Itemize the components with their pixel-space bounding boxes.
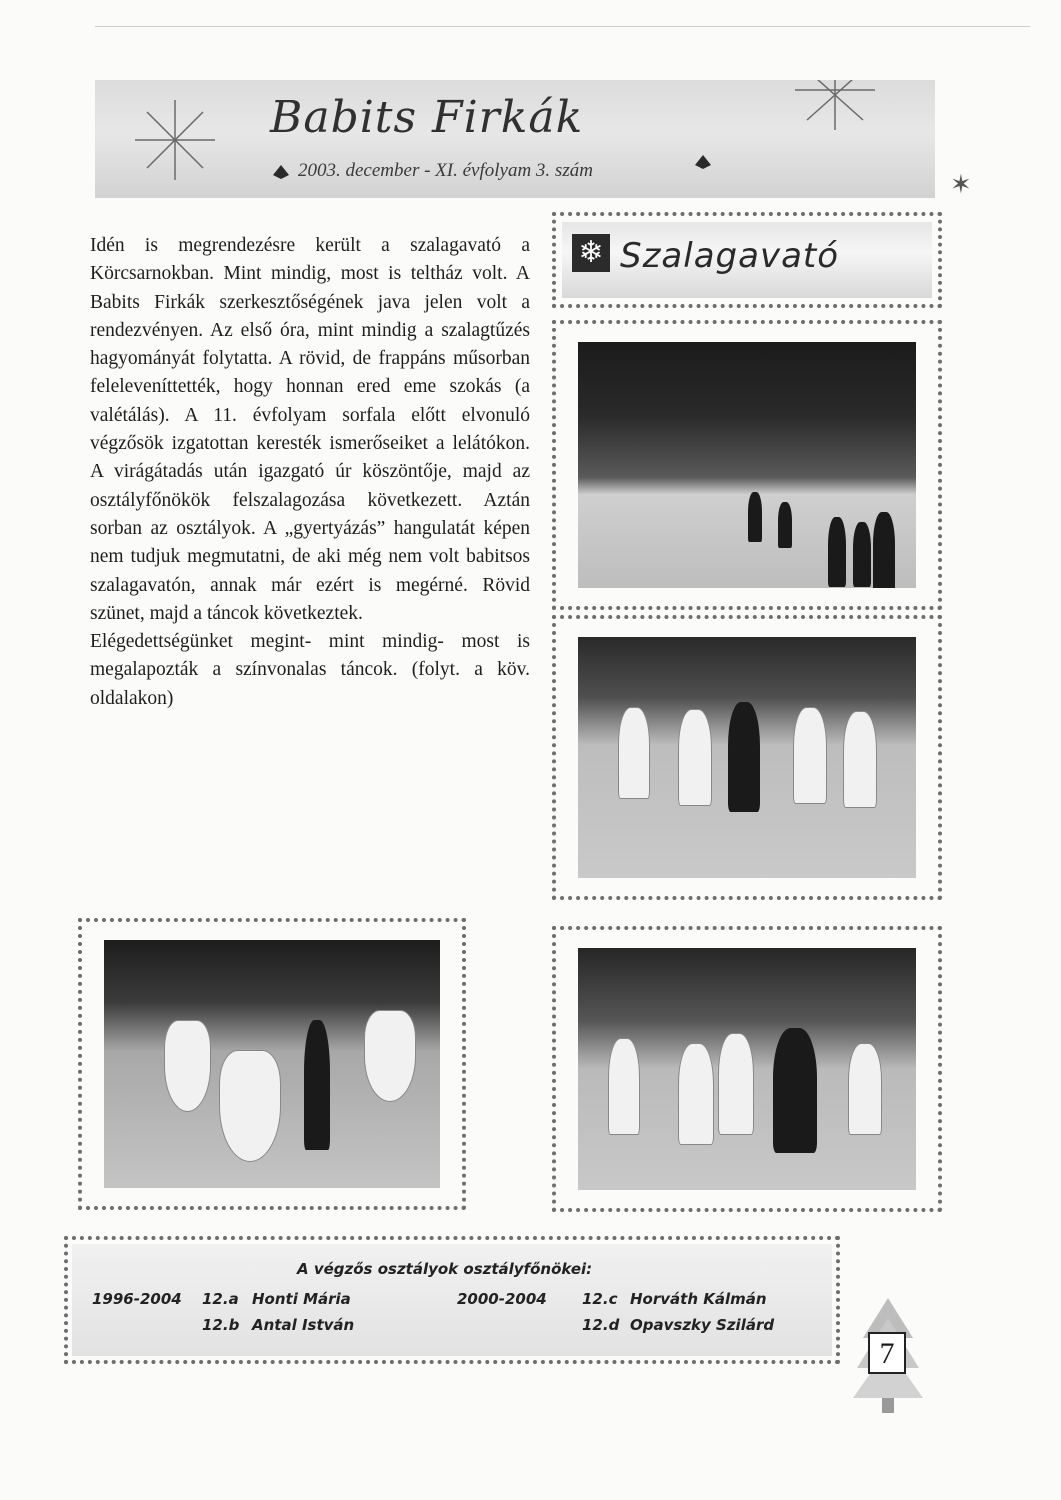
photo-traditional-dance — [104, 940, 440, 1188]
article-paragraph-1: Idén is megrendezésre került a szalagavató a Körcsarnokban. Mint mindig, most is teltház volt. A Babits Firkák szerkesztőségének java jelen volt a rendezvényen. Az első óra, mint mindig a szalagtűzés hagyományát folytatta. A rövid, de frappáns műsorban feleleveníttették, hogy honnan ered eme szokás (a valétálás). A 11. évfolyam sorfala előtt elvonuló végzősök izgatottan keresték ismerőseiket a lelátókon. A virágátadás után igazgató úr köszöntője, majd az osztályfőnökök felszalagozása következett. Aztán sorban az osztályok. A „gyertyázás” hangulatát képen nem tudjuk megmutatni, de aki még nem volt babitsos szalagavatón, annak már ezért is megérné. Rövid szünet, majd a táncok következtek. — [90, 235, 530, 624]
article-body — [90, 232, 530, 713]
year-range-c: 2000-2004 — [457, 1290, 547, 1308]
photo-ceremony-hall — [578, 342, 916, 588]
teacher-b: Antal István — [252, 1316, 355, 1334]
class-b: 12.b — [202, 1316, 240, 1334]
photo-students-lineup — [578, 637, 916, 878]
top-rule — [95, 26, 1030, 27]
class-a: 12.a — [202, 1290, 239, 1308]
newsletter-title: Babits Firkák — [270, 92, 584, 143]
section-title: Szalagavató — [620, 236, 840, 276]
photo-frame-students — [552, 615, 942, 900]
teacher-a: Honti Mária — [252, 1290, 351, 1308]
year-range-a: 1996-2004 — [92, 1290, 182, 1308]
teacher-c: Horváth Kálmán — [630, 1290, 767, 1308]
photo-frame-teachers — [552, 926, 942, 1212]
class-d: 12.d — [582, 1316, 620, 1334]
newsletter-issue: 2003. december - XI. évfolyam 3. szám — [298, 160, 593, 181]
article-paragraph-2: Elégedettségünket megint- mint mindig- most is megalapozták a színvonalas táncok. (folyt. a köv. oldalakon) — [90, 631, 530, 709]
page-number: 7 — [868, 1332, 906, 1374]
star-decoration-icon: ✶ — [950, 170, 972, 200]
teacher-d: Opavszky Szilárd — [630, 1316, 775, 1334]
section-title-box — [552, 212, 942, 308]
info-heading: A végzős osztályok osztályfőnökei: — [297, 1260, 593, 1278]
photo-frame-dance — [78, 918, 466, 1210]
photo-teachers-ribbons — [578, 948, 916, 1190]
photo-frame-hall — [552, 320, 942, 610]
class-c: 12.c — [582, 1290, 618, 1308]
class-teachers-box — [64, 1236, 840, 1364]
snowflake-icon: ❄ — [572, 234, 610, 272]
